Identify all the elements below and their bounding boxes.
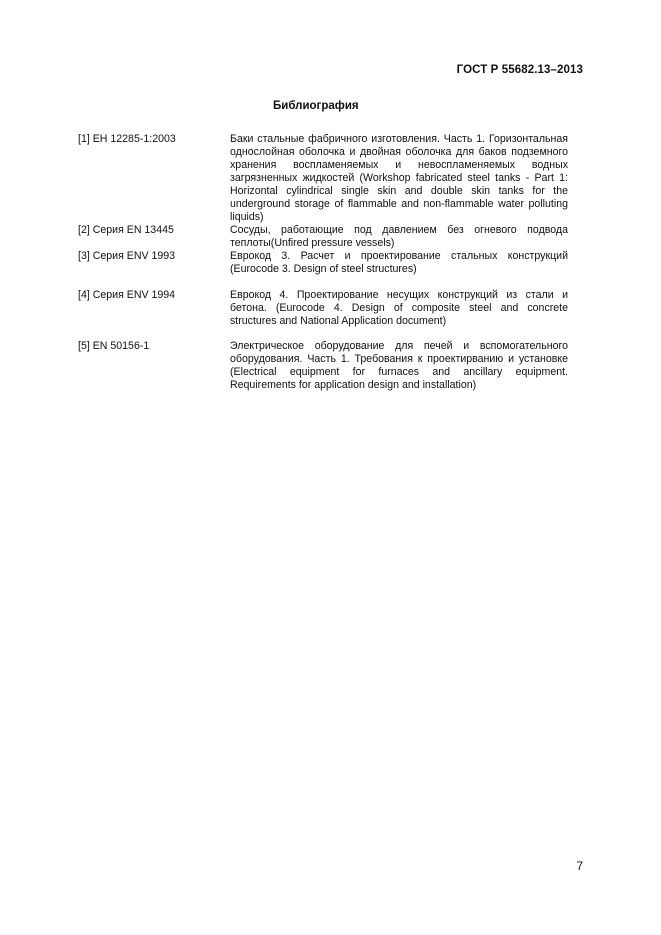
document-code: ГОСТ Р 55682.13–2013 [456, 64, 583, 76]
bibliography-entry [78, 133, 568, 224]
bibliography-entry [78, 289, 568, 328]
bibliography-ref: [1] EH 12285-1:2003 [78, 133, 176, 145]
bibliography-title: Библиография [273, 100, 359, 112]
page-number: 7 [576, 859, 583, 873]
bibliography-text: Еврокод 3. Расчет и проектирование стальных конструкций (Eurocode 3. Design of steel structures) [230, 250, 568, 275]
bibliography-ref: [5] EN 50156-1 [78, 340, 150, 352]
bibliography-text: Баки стальные фабричного изготовления. Часть 1. Горизонтальная однослойная оболочка и двойная оболочка для баков подземного хранения воспламеняемых и невоспламеняемых водных загрязненных жидкостей (Workshop fabricated steel tanks - Part 1: Horizontal cylindrical single skin and double skin tanks for the underground storage of flammable and non-flammable water polluting liquids) [230, 133, 568, 223]
bibliography-text: Электрическое оборудование для печей и вспомогательного оборудования. Часть 1. Требования к проектирванию и установке (Electrical equipment for furnaces and ancillary equipment. Requirements for application design and installation) [230, 340, 568, 391]
bibliography-list [78, 133, 568, 392]
bibliography-ref: [3] Серия ENV 1993 [78, 250, 176, 262]
bibliography-ref: [4] Серия ENV 1994 [78, 289, 176, 301]
bibliography-entry [78, 340, 568, 392]
bibliography-text: Сосуды, работающие под давлением без огневого подвода теплоты(Unfired pressure vessels) [230, 224, 568, 249]
bibliography-text: Еврокод 4. Проектирование несущих конструкций из стали и бетона. (Eurocode 4. Design of composite steel and concrete structures and National Application document) [230, 289, 568, 327]
bibliography-ref: [2] Серия EN 13445 [78, 224, 174, 236]
bibliography-entry [78, 224, 568, 250]
bibliography-entry [78, 250, 568, 276]
